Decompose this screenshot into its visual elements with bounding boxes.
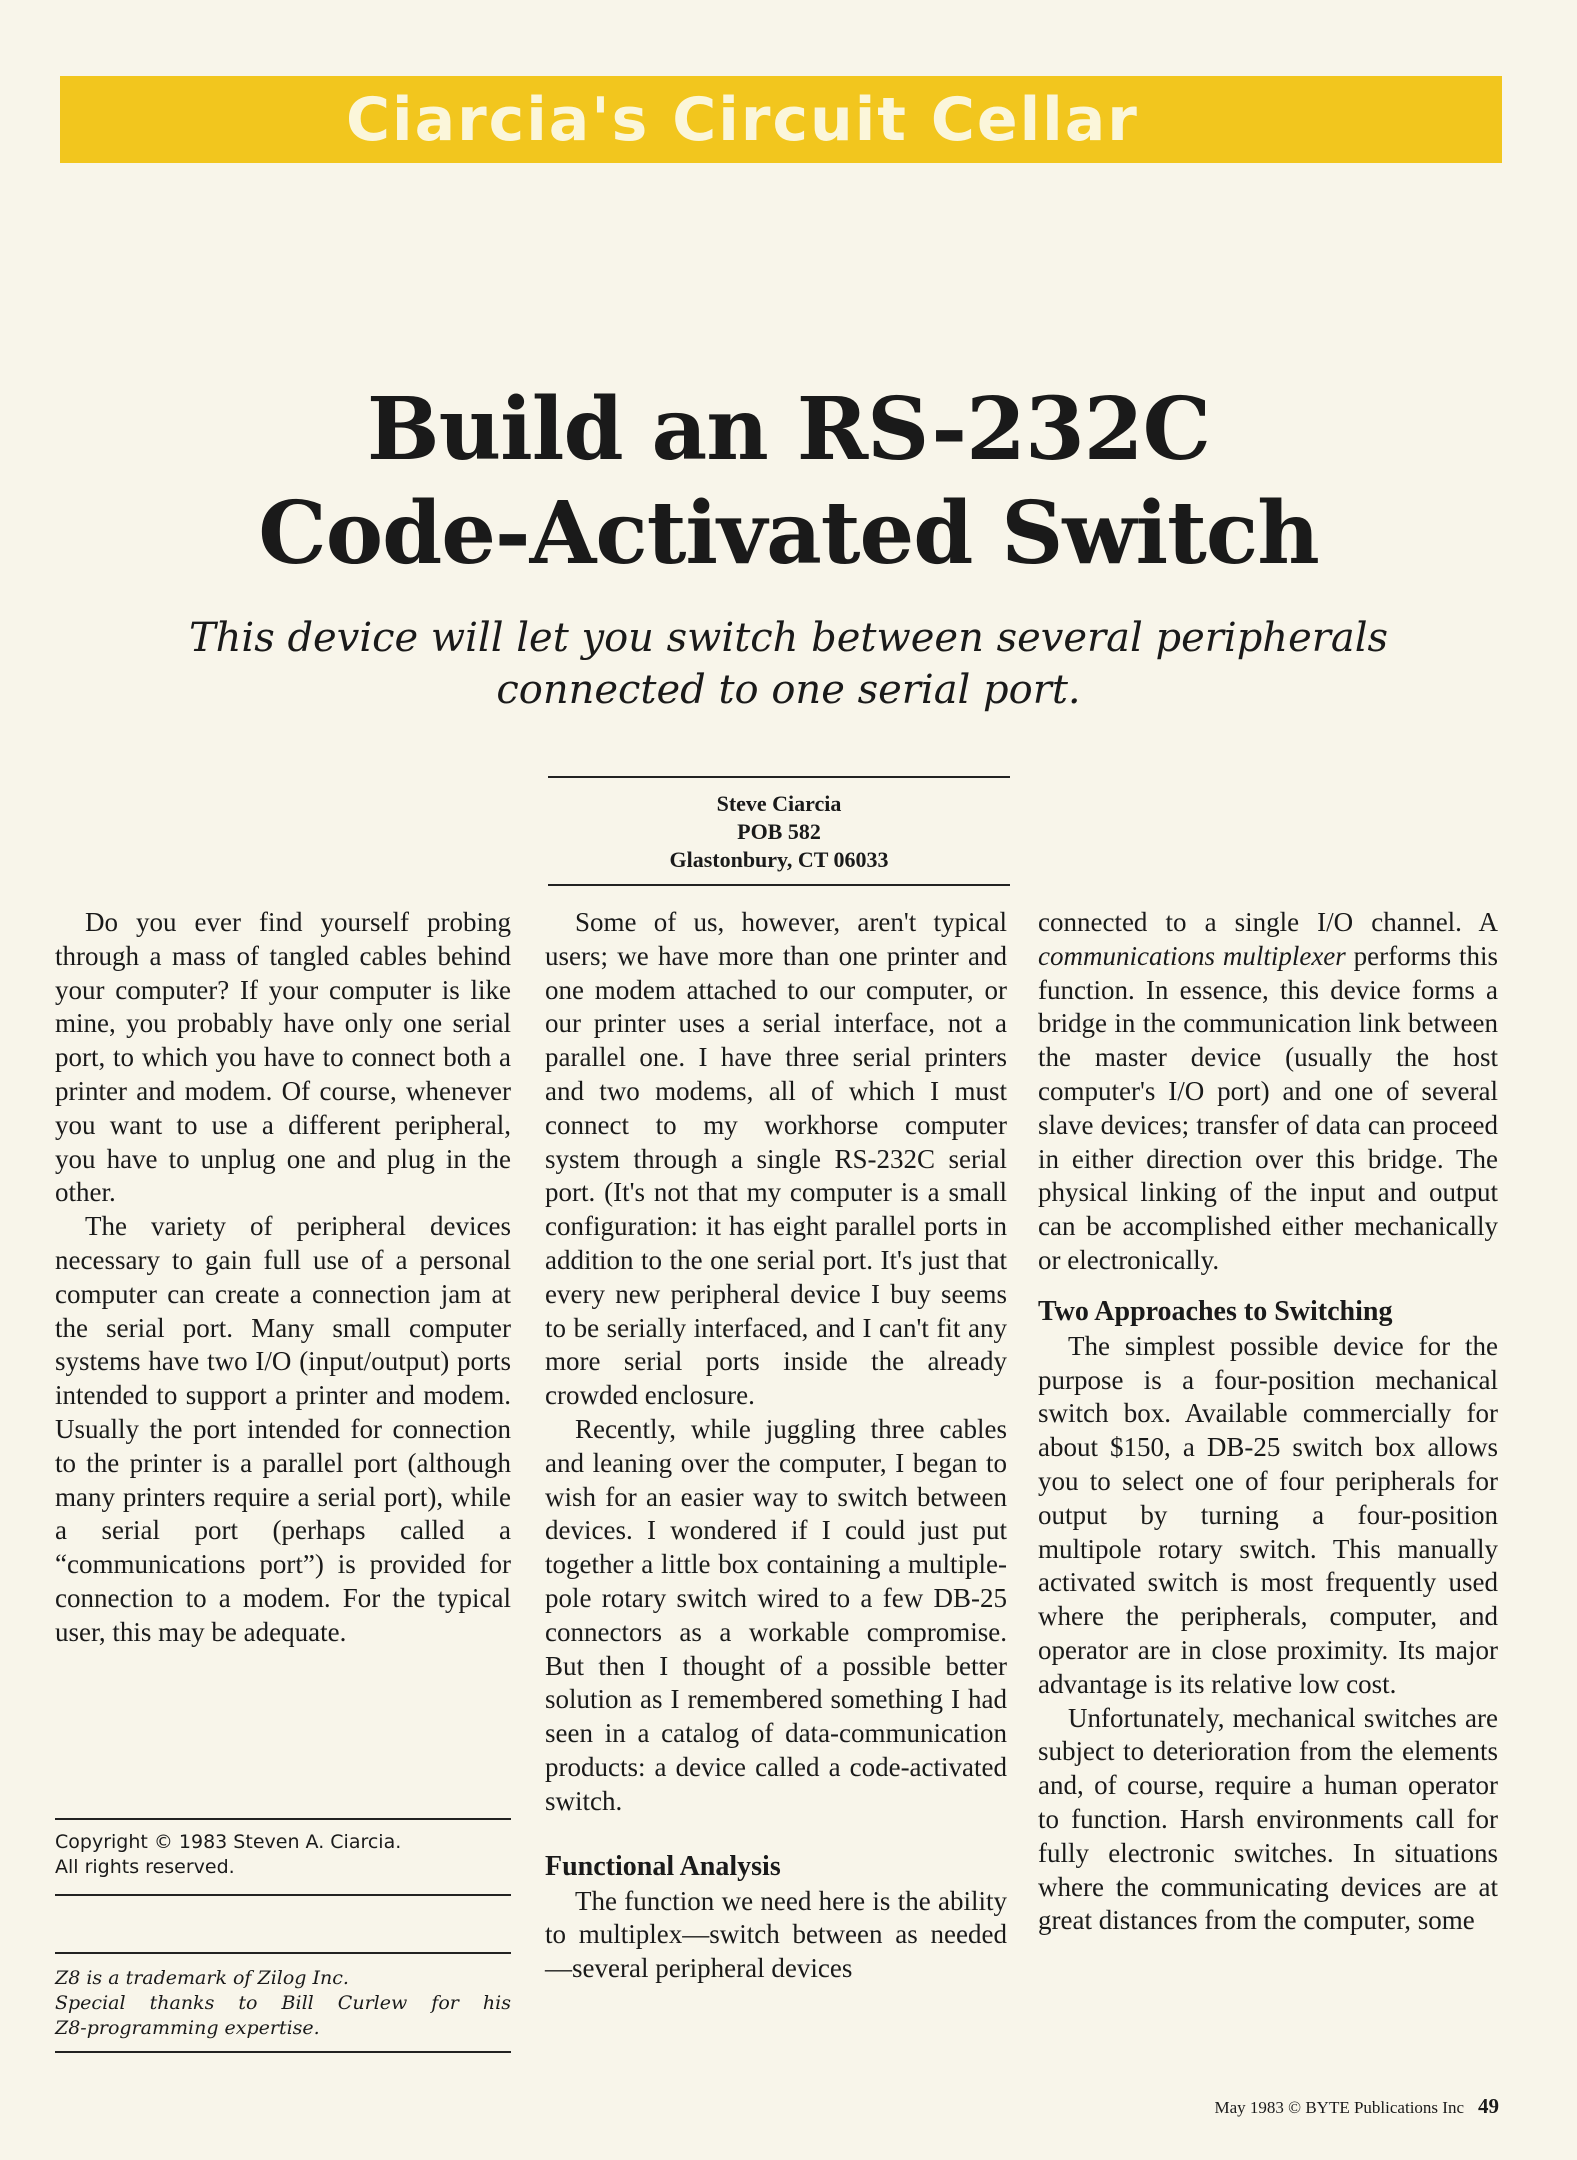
body-text: performs this function. In essence, this device forms a bridge in the communication link between the master device (usually the host computer's I/O port) and one of several slave devices; transfer of data can proceed in either direction over this bridge. The physical linking of the input and output can be accomplished either mechanically or electronically.	[1038, 940, 1498, 1275]
copyright-line-1: Copyright © 1983 Steven A. Ciarcia.	[55, 1831, 402, 1853]
body-paragraph	[1038, 906, 1498, 1278]
body-paragraph: The simplest possible device for the purpose is a four-position mechanical switch box. Available commercially for about $150, a DB-25 switch box allows you to select one of four peripherals for output by turning a four-position multipole rotary switch. This manually activated switch is most frequently used where the peripherals, computer, and operator are in close proximity. Its major advantage is its relative low cost.	[1038, 1330, 1498, 1699]
article-title	[0, 378, 1577, 586]
page-footer	[1215, 2094, 1499, 2119]
copyright-note	[55, 1818, 511, 1896]
trademark-line-2: Special thanks to Bill Curlew for his	[55, 1992, 511, 2014]
author-block	[548, 776, 1010, 886]
emphasis-text: communications multiplexer	[1038, 940, 1346, 971]
copyright-line-2: All rights reserved.	[55, 1856, 235, 1878]
section-heading-functional-analysis: Functional Analysis	[545, 1850, 781, 1882]
banner-title: Ciarcia's Circuit Cellar	[346, 84, 1139, 155]
column-2	[545, 906, 1007, 1986]
trademark-note	[55, 1952, 511, 2053]
author-address-2: Glastonbury, CT 06033	[669, 847, 889, 872]
page-number: 49	[1478, 2094, 1499, 2118]
body-paragraph: Unfortunately, mechanical switches are subject to deterioration from the elements and, of course, require a human operator to function. Harsh environments call for fully electronic switches. In situations where the communicating devices are at great distances from the computer, some	[1038, 1702, 1498, 1936]
body-paragraph: Recently, while juggling three cables and leaning over the computer, I began to wish for an easier way to switch between devices. I wondered if I could just put together a little box containing a multiple-pole rotary switch wired to a few DB-25 connectors as a workable compromise. But then I thought of a possible better solution as I remembered something I had seen in a catalog of data-communication products: a device called a code-activated switch.	[545, 1413, 1007, 1816]
body-paragraph: Do you ever find yourself probing through a mass of tangled cables behind your computer? If your computer is like mine, you probably have only one serial port, to which you have to connect both a printer and modem. Of course, whenever you want to use a different peripheral, you have to unplug one and plug in the other.	[55, 907, 511, 1208]
subtitle-line-2: connected to one serial port.	[496, 667, 1081, 713]
column-1	[55, 906, 511, 1650]
author-name: Steve Ciarcia	[716, 791, 842, 816]
body-paragraph: Some of us, however, aren't typical users; we have more than one printer and one modem attached to our computer, or our printer uses a serial interface, not a parallel one. I have three serial printers and two modems, all of which I must connect to my workhorse computer system through a single RS-232C serial port. (It's not that my computer is a small configuration: it has eight parallel ports in addition to the one serial port. It's just that every new peripheral device I buy seems to be serially interfaced, and I can't fit any more serial ports inside the already crowded enclosure.	[545, 907, 1007, 1411]
title-line-1: Build an RS-232C	[366, 379, 1211, 480]
body-paragraph: The variety of peripheral devices necessary to gain full use of a personal computer can create a connection jam at the serial port. Many small computer systems have two I/O (input/output) ports intended to support a printer and modem. Usually the port intended for connection to the printer is a parallel port (although many printers require a serial port), while a serial port (perhaps called a “communications port”) is provided for connection to a modem. For the typical user, this may be adequate.	[55, 1211, 511, 1647]
section-heading-two-approaches: Two Approaches to Switching	[1038, 1295, 1393, 1327]
title-line-2: Code-Activated Switch	[258, 483, 1319, 584]
column-3	[1038, 906, 1498, 1938]
trademark-line-1: Z8 is a trademark of Zilog Inc.	[55, 1967, 349, 1989]
column-banner	[60, 76, 1502, 163]
body-text: connected to a single I/O channel. A	[1038, 907, 1498, 937]
body-paragraph: The function we need here is the ability to multiplex—switch between as needed—several peripheral devices	[545, 1885, 1007, 1984]
author-address-1: POB 582	[737, 819, 821, 844]
subtitle-line-1: This device will let you switch between several peripherals	[188, 615, 1389, 661]
footer-publication: May 1983 © BYTE Publications Inc	[1214, 2098, 1464, 2117]
article-subtitle	[0, 612, 1577, 716]
trademark-line-3: Z8-programming expertise.	[55, 2017, 320, 2039]
